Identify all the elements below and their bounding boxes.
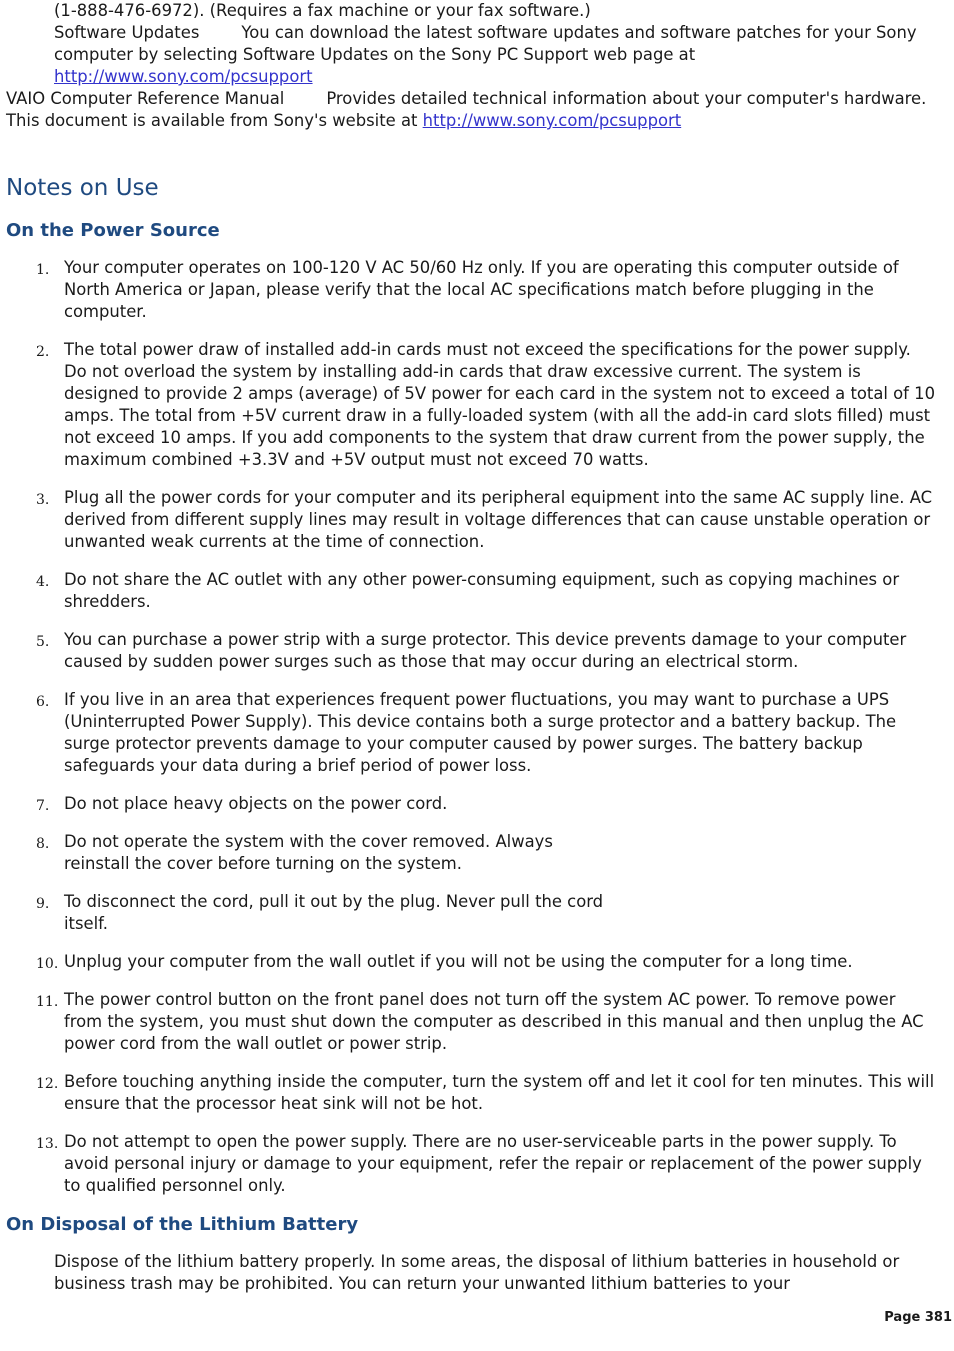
page-number: Page 381 — [880, 1307, 952, 1329]
list-item-number: 1. — [36, 262, 50, 278]
power-source-heading: On the Power Source — [6, 220, 220, 241]
list-item-number: 2. — [36, 344, 50, 360]
list-item-number: 3. — [36, 492, 50, 508]
list-item-text: The power control button on the front panel does not turn off the system AC power. To remove power from the system, you must shut down the computer as described in this manual and then unplug the AC power cord from the wall outlet or power strip. — [64, 990, 924, 1053]
list-item-text: Unplug your computer from the wall outlet if you will not be using the computer for a long time. — [64, 952, 853, 971]
list-item-number: 7. — [36, 798, 50, 814]
list-item-text: Do not operate the system with the cover removed. Always reinstall the cover before turning on the system. — [64, 832, 553, 873]
list-item-text: Before touching anything inside the computer, turn the system off and let it cool for ten minutes. This will ensure that the processor heat sink will not be hot. — [64, 1072, 935, 1113]
notes-on-use-title: Notes on Use — [6, 175, 159, 201]
software-updates-entry — [54, 22, 948, 88]
reference-manual-link[interactable]: http://www.sony.com/pcsupport — [422, 111, 682, 130]
list-item — [0, 793, 954, 815]
list-item-number: 5. — [36, 634, 50, 650]
list-item-text: If you live in an area that experiences frequent power fluctuations, you may want to purchase a UPS (Uninterrupted Power Supply). This device contains both a surge protector and a battery backup. The surge protector prevents damage to your computer caused by power surges. The battery backup safeguards your data during a brief period of power loss. — [64, 690, 897, 775]
list-item-number: 12. — [36, 1076, 59, 1092]
list-item-number: 11. — [36, 994, 59, 1010]
list-item-text: You can purchase a power strip with a surge protector. This device prevents damage to your computer caused by sudden power surges such as those that may occur during an electrical storm. — [64, 630, 907, 671]
list-item-number: 6. — [36, 694, 50, 710]
list-item-text: Do not attempt to open the power supply. There are no user-serviceable parts in the power supply. To avoid personal injury or damage to your equipment, refer the repair or replacement of the power supply to qualified personnel only. — [64, 1132, 922, 1195]
list-item — [0, 989, 954, 1055]
lithium-battery-text: Dispose of the lithium battery properly. In some areas, the disposal of lithium batteries in household or business trash may be prohibited. You can return your unwanted lithium batteries to your — [54, 1252, 900, 1293]
list-item-text: Plug all the power cords for your computer and its peripheral equipment into the same AC supply line. AC derived from different supply lines may result in voltage differences that can cause unstable operation or unwanted weak currents at the time of connection. — [64, 488, 933, 551]
reference-manual-text: Provides detailed technical information about your computer's hardware. This document is available from Sony's website at — [6, 89, 927, 130]
list-item — [0, 1071, 954, 1115]
lithium-battery-heading: On Disposal of the Lithium Battery — [6, 1214, 359, 1235]
list-item-text: Your computer operates on 100-120 V AC 50/60 Hz only. If you are operating this computer outside of North America or Japan, please verify that the local AC specifications match before plugging in the computer. — [64, 258, 899, 321]
list-item-number: 8. — [36, 836, 50, 852]
software-updates-label: Software Updates — [54, 23, 200, 42]
sony-support-link[interactable]: http://www.sony.com/pcsupport — [54, 67, 313, 86]
list-item — [0, 257, 954, 323]
software-updates-text: You can download the latest software updates and software patches for your Sony computer by selecting Software Updates on the Sony PC Support web page at — [54, 23, 917, 64]
list-item-number: 4. — [36, 574, 50, 590]
list-item — [0, 339, 954, 471]
reference-manual-entry — [6, 88, 948, 132]
list-item — [0, 689, 954, 777]
list-item — [0, 569, 954, 613]
list-item-text: Do not place heavy objects on the power cord. — [64, 794, 448, 813]
list-item — [0, 951, 954, 973]
list-item — [0, 831, 954, 875]
list-item — [0, 1131, 954, 1197]
list-item-text: The total power draw of installed add-in cards must not exceed the specifications for the power supply. Do not overload the system by installing add-in cards that draw excessive current. The system is designed to provide 2 amps (average) of 5V power for each card in the system not to exceed a total of 10 amps. The total from +5V current draw in a fully-loaded system (with all the add-in card slots filled) must not exceed 10 amps. If you add components to the system that draw current from the power supply, the maximum combined +3.3V and +5V output must not exceed 70 watts. — [64, 340, 935, 469]
list-item — [0, 629, 954, 673]
fax-line: (1-888-476-6972). (Requires a fax machine or your fax software.) — [54, 1, 591, 20]
list-item-number: 13. — [36, 1136, 59, 1152]
list-item-number: 9. — [36, 896, 50, 912]
list-item-number: 10. — [36, 956, 59, 972]
power-source-list — [0, 257, 954, 1197]
list-item — [0, 891, 954, 935]
reference-manual-label: VAIO Computer Reference Manual — [6, 89, 285, 108]
list-item-text: Do not share the AC outlet with any other power-consuming equipment, such as copying machines or shredders. — [64, 570, 900, 611]
list-item — [0, 487, 954, 553]
list-item-text: To disconnect the cord, pull it out by the plug. Never pull the cord itself. — [64, 892, 604, 933]
